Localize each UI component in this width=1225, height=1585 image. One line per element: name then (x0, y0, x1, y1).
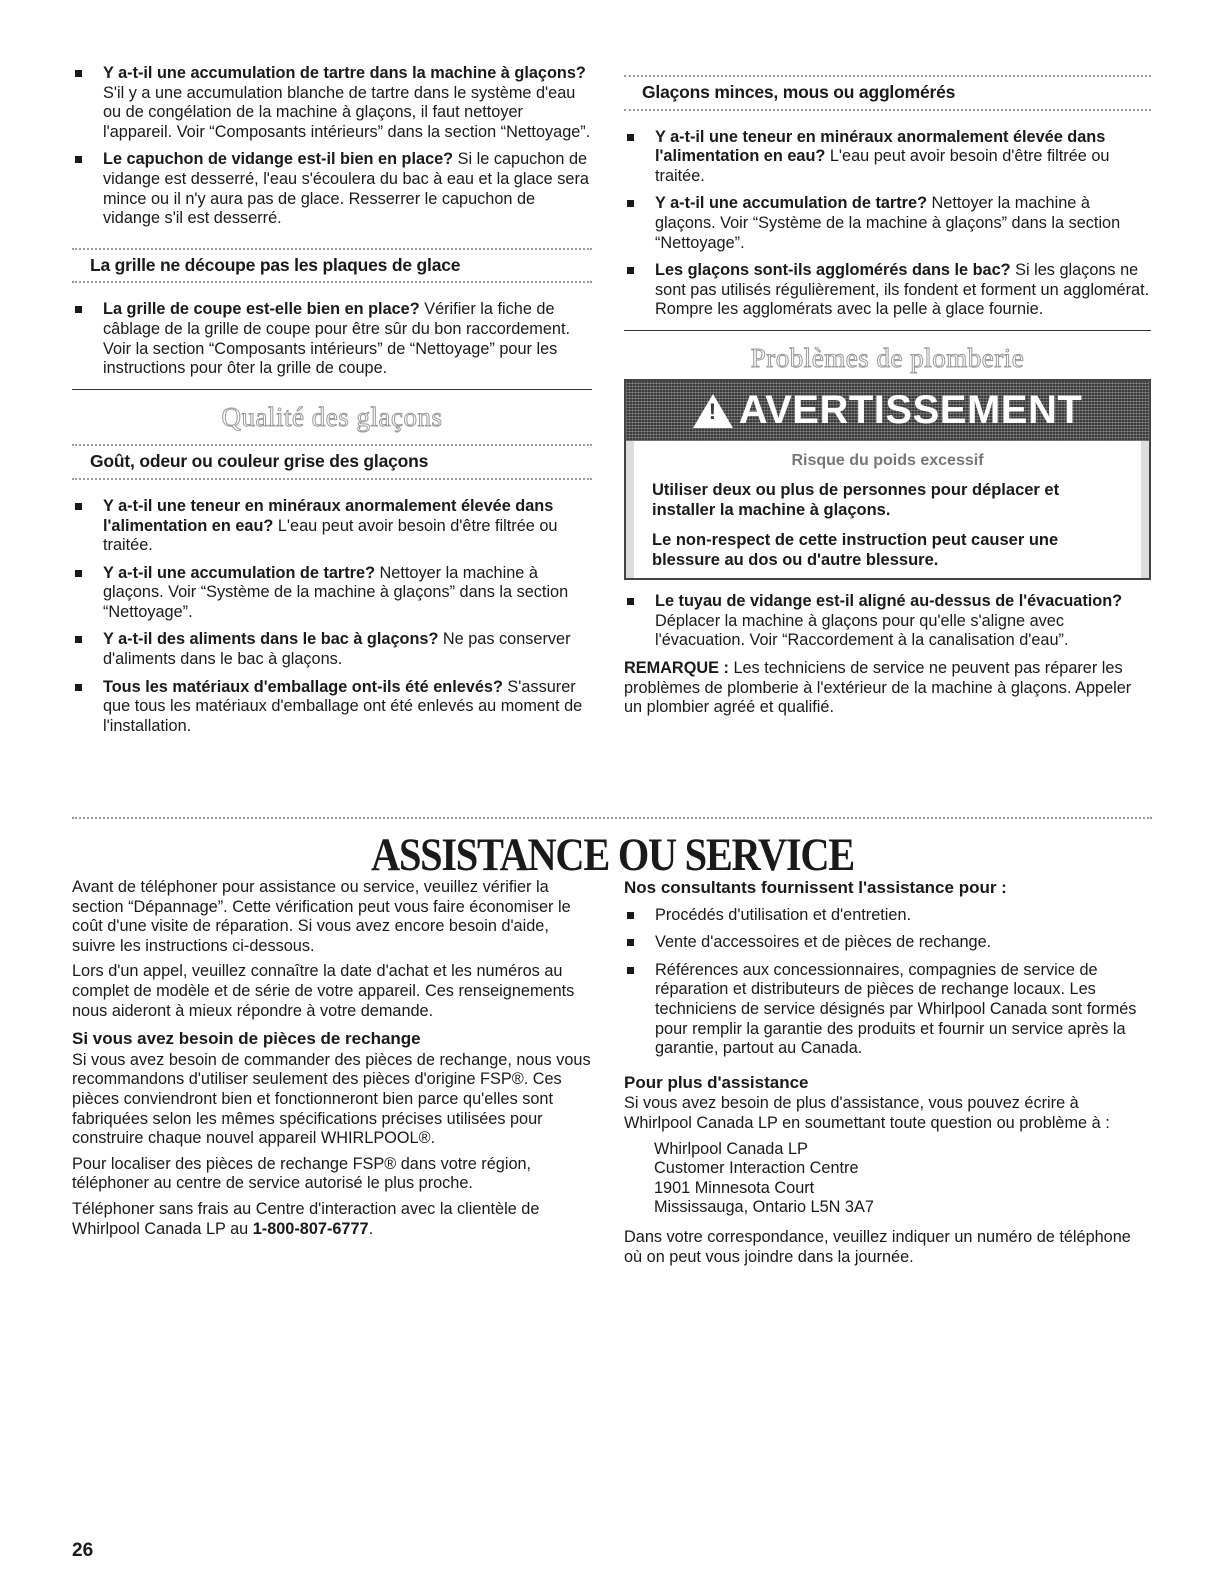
warning-box (624, 379, 1151, 581)
section-title: Qualité des glaçons (221, 401, 443, 432)
bullet-list (624, 906, 1151, 1059)
subheading: Glaçons minces, mous ou agglomérés (642, 82, 956, 102)
bullet-list (624, 128, 1151, 320)
note-label: REMARQUE : (624, 658, 729, 677)
list-item: Vente d'accessoires et de pièces de rechange. (624, 933, 1151, 953)
section-title: Problèmes de plomberie (750, 342, 1025, 373)
section-rule (624, 330, 1151, 331)
subheading: Goût, odeur ou couleur grise des glaçons (90, 451, 429, 472)
list-item: Y a-t-il des aliments dans le bac à glaçons? Ne pas conserver d'aliments dans le bac à glaçons. (72, 630, 592, 669)
square-bullet-icon (627, 267, 634, 274)
square-bullet-icon (627, 134, 634, 141)
note (624, 659, 1151, 718)
subheading-block (72, 437, 592, 487)
square-bullet-icon (627, 200, 634, 207)
bullet-list (624, 592, 1151, 651)
right-top-column (624, 64, 1151, 718)
section-rule (72, 389, 592, 390)
paragraph: Pour localiser des pièces de rechange FSP® dans votre région, téléphoner au centre de service autorisé le plus proche. (72, 1154, 532, 1193)
phone-number: 1-800-807-6777 (252, 1219, 369, 1238)
square-bullet-icon (75, 70, 82, 77)
warning-banner (626, 381, 1149, 441)
right-bottom-column (624, 878, 1151, 1273)
address-line: Whirlpool Canada LP (654, 1139, 808, 1158)
warning-text: Le non-respect de cette instruction peut causer une blessure au dos ou d'autre blessure. (652, 531, 1059, 570)
heading: Nos consultants fournissent l'assistance pour : (624, 878, 1007, 897)
list-item: Tous les matériaux d'emballage ont-ils été enlevés? S'assurer que tous les matériaux d'emballage ont été enlevés au moment de l'installation. (72, 678, 592, 737)
heading: Pour plus d'assistance (624, 1072, 809, 1092)
square-bullet-icon (75, 306, 82, 313)
page-number: 26 (72, 1540, 94, 1561)
paragraph: Dans votre correspondance, veuillez indiquer un numéro de téléphone où on peut vous joindre dans la journée. (624, 1227, 1131, 1266)
square-bullet-icon (75, 684, 82, 691)
list-item: Y a-t-il une accumulation de tartre? Nettoyer la machine à glaçons. Voir “Système de la machine à glaçons” dans la section “Nettoyage”. (624, 194, 1151, 253)
warning-body (626, 441, 1149, 579)
list-item: Y a-t-il une accumulation de tartre dans la machine à glaçons? S'il y a une accumulation blanche de tartre dans le système d'eau ou de congélation de la machine à glaçons, il faut nettoyer l'appareil. Voir “Composants intérieurs” dans la section “Nettoyage”. (72, 64, 592, 142)
address-line: Mississauga, Ontario L5N 3A7 (654, 1198, 874, 1217)
dotted-divider (624, 109, 1151, 111)
dotted-divider (72, 817, 1152, 819)
square-bullet-icon (627, 912, 634, 919)
paragraph: Lors d'un appel, veuillez connaître la date d'achat et les numéros au complet de modèle et de série de votre appareil. Ces renseignements nous aideront à mieux répondre à votre demande. (72, 962, 575, 1020)
square-bullet-icon (75, 156, 82, 163)
warning-text: Utiliser deux ou plus de personnes pour déplacer et installer la machine à glaçons. (652, 481, 1060, 520)
subheading-block (72, 241, 592, 291)
square-bullet-icon (75, 636, 82, 643)
paragraph: Si vous avez besoin de plus d'assistance, vous pouvez écrire à Whirlpool Canada LP en soumettant toute question ou problème à : (624, 1094, 1110, 1132)
left-bottom-column (72, 878, 592, 1245)
square-bullet-icon (75, 503, 82, 510)
square-bullet-icon (75, 570, 82, 577)
warning-subtitle: Risque du poids excessif (791, 451, 984, 469)
square-bullet-icon (627, 598, 634, 605)
address-line: 1901 Minnesota Court (654, 1178, 815, 1197)
subheading-block (624, 68, 1151, 118)
list-item: Le capuchon de vidange est-il bien en place? Si le capuchon de vidange est desserré, l'eau s'écoulera du bac à eau et la glace sera mince ou il n'y aura pas de glace. Resserrer le capuchon de vidange s'il est desserré. (72, 150, 592, 228)
note-text: Les techniciens de service ne peuvent pas réparer les problèmes de plomberie à l'extérieur de la machine à glaçons. Appeler un plombier agréé et qualifié. (624, 658, 1132, 717)
bullet-list (72, 64, 592, 229)
list-item: Procédés d'utilisation et d'entretien. (624, 906, 1151, 926)
warning-title: AVERTISSEMENT (738, 387, 1083, 432)
paragraph: Téléphoner sans frais au Centre d'interaction avec la clientèle de Whirlpool Canada LP au 1-800-807-6777. (72, 1199, 540, 1238)
address-line: Customer Interaction Centre (654, 1159, 859, 1178)
left-top-column (72, 64, 592, 744)
square-bullet-icon (627, 967, 634, 974)
list-item: Les glaçons sont-ils agglomérés dans le bac? Si les glaçons ne sont pas utilisés régulièrement, ils fondent et forment un agglomérat. Rompre les agglomérats avec la pelle à glace fournie. (624, 261, 1151, 320)
warning-title-group (693, 387, 1083, 432)
dotted-divider (72, 478, 592, 480)
list-item: Références aux concessionnaires, compagnies de service de réparation et distributeurs de pièces de rechange locaux. Les techniciens de service désignés par Whirlpool Canada sont formés pour remplir la garantie des produits et fournir un service après la garantie, partout au Canada. (624, 961, 1151, 1059)
bullet-list (72, 300, 592, 378)
list-item: Y a-t-il une teneur en minéraux anormalement élevée dans l'alimentation en eau? L'eau peut avoir besoin d'être filtrée ou traitée. (72, 497, 592, 556)
paragraph: Si vous avez besoin de commander des pièces de rechange, nous vous recommandons d'utiliser seulement des pièces d'origine FSP®. Ces pièces conviendront bien et fonctionneront bien parce qu'elles sont fabriquées selon les mêmes spécifications précises utilisées pour construire chaque nouvel appareil WHIRLPOOL®. (72, 1050, 591, 1148)
list-item: Y a-t-il une accumulation de tartre? Nettoyer la machine à glaçons. Voir “Système de la machine à glaçons” dans la section “Nettoyage”. (72, 564, 592, 623)
list-item: Y a-t-il une teneur en minéraux anormalement élevée dans l'alimentation en eau? L'eau peut avoir besoin d'être filtrée ou traitée. (624, 128, 1151, 187)
list-item: La grille de coupe est-elle bien en place? Vérifier la fiche de câblage de la grille de coupe pour être sûr du bon raccordement. Voir la section “Composants intérieurs” de “Nettoyage” pour les instructions pour ôter la grille de coupe. (72, 300, 592, 378)
heading: Si vous avez besoin de pièces de rechange (72, 1029, 421, 1049)
paragraph: Avant de téléphoner pour assistance ou service, veuillez vérifier la section “Dépannage”. Cette vérification peut vous faire économiser le coût d'une visite de réparation. Si vous avez encore besoin d'aide, suivre les instructions ci-dessous. (72, 878, 571, 955)
subheading: La grille ne découpe pas les plaques de glace (90, 254, 461, 275)
bullet-list (72, 497, 592, 737)
list-item: Le tuyau de vidange est-il aligné au-dessus de l'évacuation? Déplacer la machine à glaçons pour qu'elle s'aligne avec l'évacuation. Voir “Raccordement à la canalisation d'eau”. (624, 592, 1151, 651)
dotted-divider (72, 281, 592, 283)
mailing-address (624, 1140, 1151, 1218)
square-bullet-icon (627, 939, 634, 946)
warning-triangle-icon: ! (693, 394, 733, 428)
page-title: ASSISTANCE OU SERVICE (371, 829, 854, 881)
